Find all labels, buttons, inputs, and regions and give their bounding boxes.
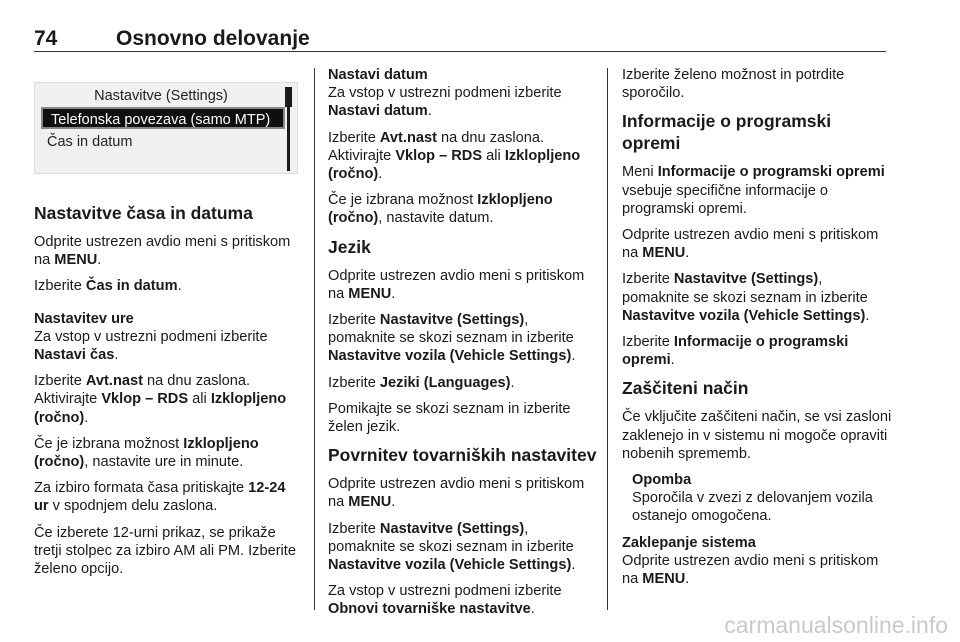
watermark: carmanualsonline.info (724, 612, 948, 638)
paragraph: Če vključite zaščiteni način, se vsi zasloni zaklenejo in v sistemu ni mogoče opraviti nobenih sprememb. (622, 409, 892, 462)
paragraph: Izberite želeno možnost in potrdite sporočilo. (622, 67, 845, 102)
column-divider (607, 68, 608, 610)
paragraph: Odprite ustrezen avdio meni s pritiskom na MENU. (34, 234, 291, 269)
paragraph: Izberite Informacije o programski opremi. (622, 334, 849, 369)
screen-selected-label: Telefonska povezava (samo MTP) (51, 112, 271, 128)
paragraph: Izberite Avt.nast na dnu zaslona. Aktivirajte Vklop – RDS ali Izklopljeno (ročno). (34, 373, 287, 426)
subheading: Nastavi datum (328, 67, 428, 83)
paragraph: Pomikajte se skozi seznam in izberite želen jezik. (328, 400, 571, 436)
page-header (34, 27, 886, 53)
paragraph: Izberite Čas in datum. (34, 278, 182, 295)
note-text: Sporočila v zvezi z delovanjem vozila ostanejo omogočena. (632, 490, 873, 525)
column-2 (328, 66, 598, 627)
paragraph: Izberite Avt.nast na dnu zaslona. Aktivirajte Vklop – RDS ali Izklopljeno (ročno). (328, 129, 581, 183)
paragraph: Odprite ustrezen avdio meni s pritiskom na MENU. (622, 552, 879, 588)
page-title: Osnovno delovanje (116, 27, 310, 50)
paragraph: Če je izbrana možnost Izklopljeno (ročno), nastavite ure in minute. (34, 435, 259, 471)
paragraph: Meni Informacije o programski opremi vsebuje specifične informacije o programski opremi. (622, 164, 885, 217)
paragraph: Izberite Nastavitve (Settings), pomaknite se skozi seznam in izberite Nastavitve vozila (Vehicle Settings). (622, 271, 870, 324)
paragraph: Če je izbrana možnost Izklopljeno (ročno), nastavite datum. (328, 192, 553, 227)
note-title: Opomba (632, 472, 692, 489)
section-heading: Zaščiteni način (622, 378, 749, 399)
section-heading: Jezik (328, 236, 371, 257)
paragraph: Za vstop v ustrezni podmeni izberite Obnovi tovarniške nastavitve. (328, 583, 562, 618)
paragraph: Odprite ustrezen avdio meni s pritiskom na MENU. (622, 227, 879, 262)
paragraph: Izberite Nastavitve (Settings), pomaknite se skozi seznam in izberite Nastavitve vozila (Vehicle Settings). (328, 520, 576, 574)
section-heading: Informacije o programski opremi (622, 111, 832, 154)
paragraph: Za izbiro formata časa pritiskajte 12-24 ur v spodnjem delu zaslona. (34, 480, 286, 515)
paragraph: Odprite ustrezen avdio meni s pritiskom na MENU. (328, 476, 585, 511)
screen-scrollbar-thumb (285, 87, 292, 107)
column-divider (314, 68, 315, 610)
paragraph: Če izberete 12-urni prikaz, se prikaže tretji stolpec za izbiro AM ali PM. Izberite želeno opcijo. (34, 524, 296, 578)
page-number: 74 (34, 27, 58, 50)
screen-title: Nastavitve (Settings) (94, 88, 228, 104)
header-divider (34, 51, 886, 52)
section-heading: Povrnitev tovarniških nastavitev (328, 445, 597, 466)
paragraph: Izberite Nastavitve (Settings), pomaknite se skozi seznam in izberite Nastavitve vozila (Vehicle Settings). (328, 312, 576, 365)
paragraph: Izberite Jeziki (Languages). (328, 374, 515, 391)
section-heading: Nastavitve časa in datuma (34, 203, 253, 223)
paragraph: Odprite ustrezen avdio meni s pritiskom na MENU. (328, 267, 585, 302)
subheading: Nastavitev ure (34, 310, 134, 327)
column-3 (622, 66, 892, 596)
paragraph: Za vstop v ustrezni podmeni izberite Nastavi datum. (328, 85, 562, 120)
display-screenshot (34, 82, 298, 174)
note-box (632, 471, 892, 526)
paragraph: Za vstop v ustrezni podmeni izberite Nastavi čas. (34, 328, 268, 364)
subheading: Zaklepanje sistema (622, 534, 756, 551)
column-1 (34, 66, 304, 586)
screen-selected-item (41, 107, 285, 129)
screen-menu-item: Čas in datum (47, 134, 133, 150)
